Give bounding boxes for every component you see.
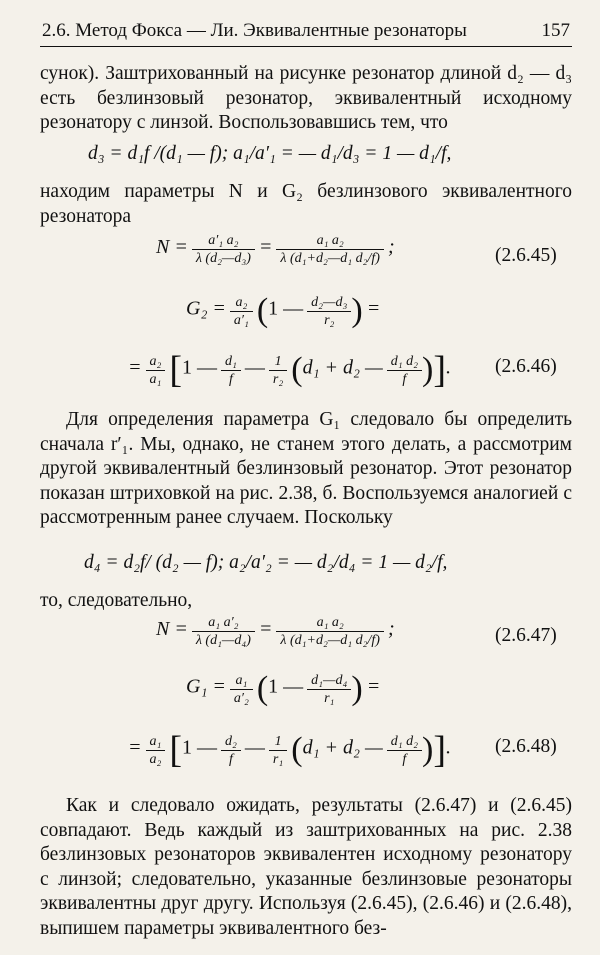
paragraph-4: то, следовательно,: [40, 590, 193, 611]
paragraph-5: Как и следовало ожидать, результаты (2.6.47) и (2.6.45) совпадают. Ведь каждый из заштрихованных на рис. 2.38 безлинзовых резонаторов эквивалентен исходному резонатору с линзой; следовательно, указанные безлинзовые резонаторы эквивалентны друг другу. Используя (2.6.45), (2.6.46) и (2.6.48), выпишем параметры эквивалентного без-: [40, 795, 572, 939]
eq48b-frac-1: [146, 733, 166, 768]
inline-formula-d4: d₄ = d₂f/ (d₂ — f); a₂/a′₂ = — d₂/d₄ = 1 — d₂/f,: [84, 552, 448, 573]
eq-number-2-6-48: (2.6.48): [495, 736, 557, 757]
eq46b-f4-den: f: [402, 371, 407, 387]
paragraph-2: находим параметры N и G₂ безлинзового эквивалентного резонатора: [40, 181, 572, 227]
equation-2-6-47: [156, 614, 395, 649]
eq45-frac-2: [276, 232, 384, 267]
eq47-frac-2: [276, 614, 384, 649]
eq48b-inner: d₁ + d₂ —: [302, 736, 383, 759]
eq48a-f1-num: a₁: [230, 672, 253, 690]
eq-number-2-6-45: (2.6.45): [495, 245, 557, 266]
eq47-lhs: N =: [156, 618, 188, 641]
eq47-f2-den: λ (d₁+d₂—d₁ d₂/f): [280, 633, 380, 648]
equation-2-6-48-line2: [128, 728, 451, 772]
eq48b-lhs: =: [128, 736, 142, 759]
eq46b-lhs: =: [128, 356, 142, 379]
eq48a-frac-2: [307, 672, 351, 707]
eq48a-lhs: G₁ =: [186, 675, 226, 698]
eq48a-f2-num: d₁—d₄: [307, 672, 351, 690]
eq48a-f1-den: a′₂: [233, 690, 249, 706]
eq48a-end: =: [366, 675, 381, 698]
eq46b-f1-den: a₁: [149, 371, 162, 387]
eq48a-f2-den: r₁: [324, 690, 335, 706]
eq46b-frac-3: [269, 353, 287, 388]
eq47-f1-den: λ (d₁—d₄): [195, 633, 251, 648]
eq45-end: ;: [387, 236, 395, 259]
page-number: 157: [541, 20, 570, 41]
eq48b-open-paren: (: [291, 731, 303, 768]
eq45-f2-num: a₁ a₂: [276, 232, 384, 250]
eq46b-inner: d₁ + d₂ —: [302, 356, 383, 379]
eq48b-f2-num: d₂: [221, 733, 241, 751]
equation-2-6-46-line2: [128, 348, 451, 392]
eq46b-frac-1: [146, 353, 166, 388]
eq46b-close-bracket: ]: [433, 349, 446, 391]
eq48b-close-bracket: ]: [433, 729, 446, 771]
eq46a-end: =: [366, 297, 381, 320]
equation-2-6-46-line1: [186, 292, 380, 330]
eq46a-f1-den: a′₁: [233, 312, 249, 328]
eq46b-f2-den: f: [229, 371, 233, 387]
eq45-lhs: N =: [156, 236, 188, 259]
eq48a-frac-1: [230, 672, 253, 707]
equation-2-6-48-line1: [186, 670, 380, 708]
eq46a-frac-2: [307, 294, 351, 329]
eq47-end: ;: [387, 618, 395, 641]
eq48a-one-minus: 1 —: [268, 675, 304, 698]
eq46b-f3-num: 1: [269, 353, 287, 371]
eq46b-f4-num: d₁ d₂: [387, 353, 422, 371]
eq48b-open-bracket: [: [169, 729, 183, 771]
eq45-eq: =: [258, 236, 273, 259]
eq48b-f4-den: f: [402, 751, 407, 767]
eq48b-f2-den: f: [229, 751, 233, 767]
eq46a-one-minus: 1 —: [268, 297, 304, 320]
eq48b-f3-den: r₁: [272, 751, 284, 767]
eq46a-f2-den: r₂: [324, 312, 335, 328]
eq47-frac-1: [192, 614, 255, 649]
eq48b-frac-3: [269, 733, 287, 768]
eq48b-frac-2: [221, 733, 241, 768]
eq48b-close-paren: ): [421, 731, 434, 768]
eq48b-f4-num: d₁ d₂: [387, 733, 422, 751]
eq48b-f3-num: 1: [269, 733, 287, 751]
eq48b-f1-den: a₂: [149, 751, 162, 767]
eq46b-f1-num: a₂: [146, 353, 166, 371]
eq45-f1-num: a′₁ a₂: [192, 232, 255, 250]
eq48b-minus: —: [244, 736, 265, 759]
eq45-frac-1: [192, 232, 255, 267]
eq47-f1-num: a₁ a′₂: [192, 614, 255, 632]
eq45-f2-den: λ (d₁+d₂—d₁ d₂/f): [280, 251, 380, 266]
eq48b-f1-num: a₁: [146, 733, 166, 751]
eq46b-open-bracket: [: [169, 349, 183, 391]
eq46b-close-paren: ): [421, 351, 434, 388]
eq46a-f2-num: d₂—d₃: [307, 294, 351, 312]
eq46a-f1-num: a₂: [230, 294, 253, 312]
eq47-f2-num: a₁ a₂: [276, 614, 384, 632]
eq46b-open-paren: (: [291, 351, 303, 388]
eq46b-f3-den: r₂: [272, 371, 284, 387]
paragraph-3: Для определения параметра G₁ следовало бы определить сначала r′₁. Мы, однако, не станем этого делать, а рассмотрим другой эквивалентный безлинзовый резонатор. Этот резонатор показан штриховкой на рис. 2.38, б. Воспользуемся аналогией с рассмотренным ранее случаем. Поскольку: [40, 409, 572, 528]
eq46b-frac-2: [221, 353, 241, 388]
eq46a-close-paren: ): [351, 292, 363, 329]
eq46b-one-minus: 1 —: [182, 356, 218, 379]
eq48b-end: .: [445, 736, 451, 759]
eq47-eq: =: [258, 618, 273, 641]
running-header: [40, 16, 572, 47]
eq46a-lhs: G₂ =: [186, 297, 226, 320]
eq-number-2-6-47: (2.6.47): [495, 625, 557, 646]
eq48b-one-minus: 1 —: [182, 736, 218, 759]
eq46b-f2-num: d₁: [221, 353, 241, 371]
eq46b-minus: —: [244, 356, 265, 379]
eq48b-frac-4: [387, 733, 422, 768]
header-title: 2.6. Метод Фокса — Ли. Эквивалентные резонаторы: [42, 20, 467, 41]
eq-number-2-6-46: (2.6.46): [495, 356, 557, 377]
eq46b-end: .: [445, 356, 451, 379]
eq48a-open-paren: (: [256, 670, 269, 707]
eq45-f1-den: λ (d₂—d₃): [195, 251, 251, 266]
eq48a-close-paren: ): [351, 670, 363, 707]
inline-formula-d3: d₃ = d₁f /(d₁ — f); a₁/a′₁ = — d₁/d₃ = 1 — d₁/f,: [88, 143, 452, 164]
eq46a-frac-1: [230, 294, 253, 329]
eq46a-open-paren: (: [256, 292, 269, 329]
equation-2-6-45: [156, 232, 395, 267]
eq46b-frac-4: [387, 353, 422, 388]
paragraph-1: сунок). Заштрихованный на рисунке резонатор длиной d₂ — d₃ есть безлинзовый резонатор, эквивалентный исходному резонатору с линзой. Воспользовавшись тем, что: [40, 63, 572, 133]
